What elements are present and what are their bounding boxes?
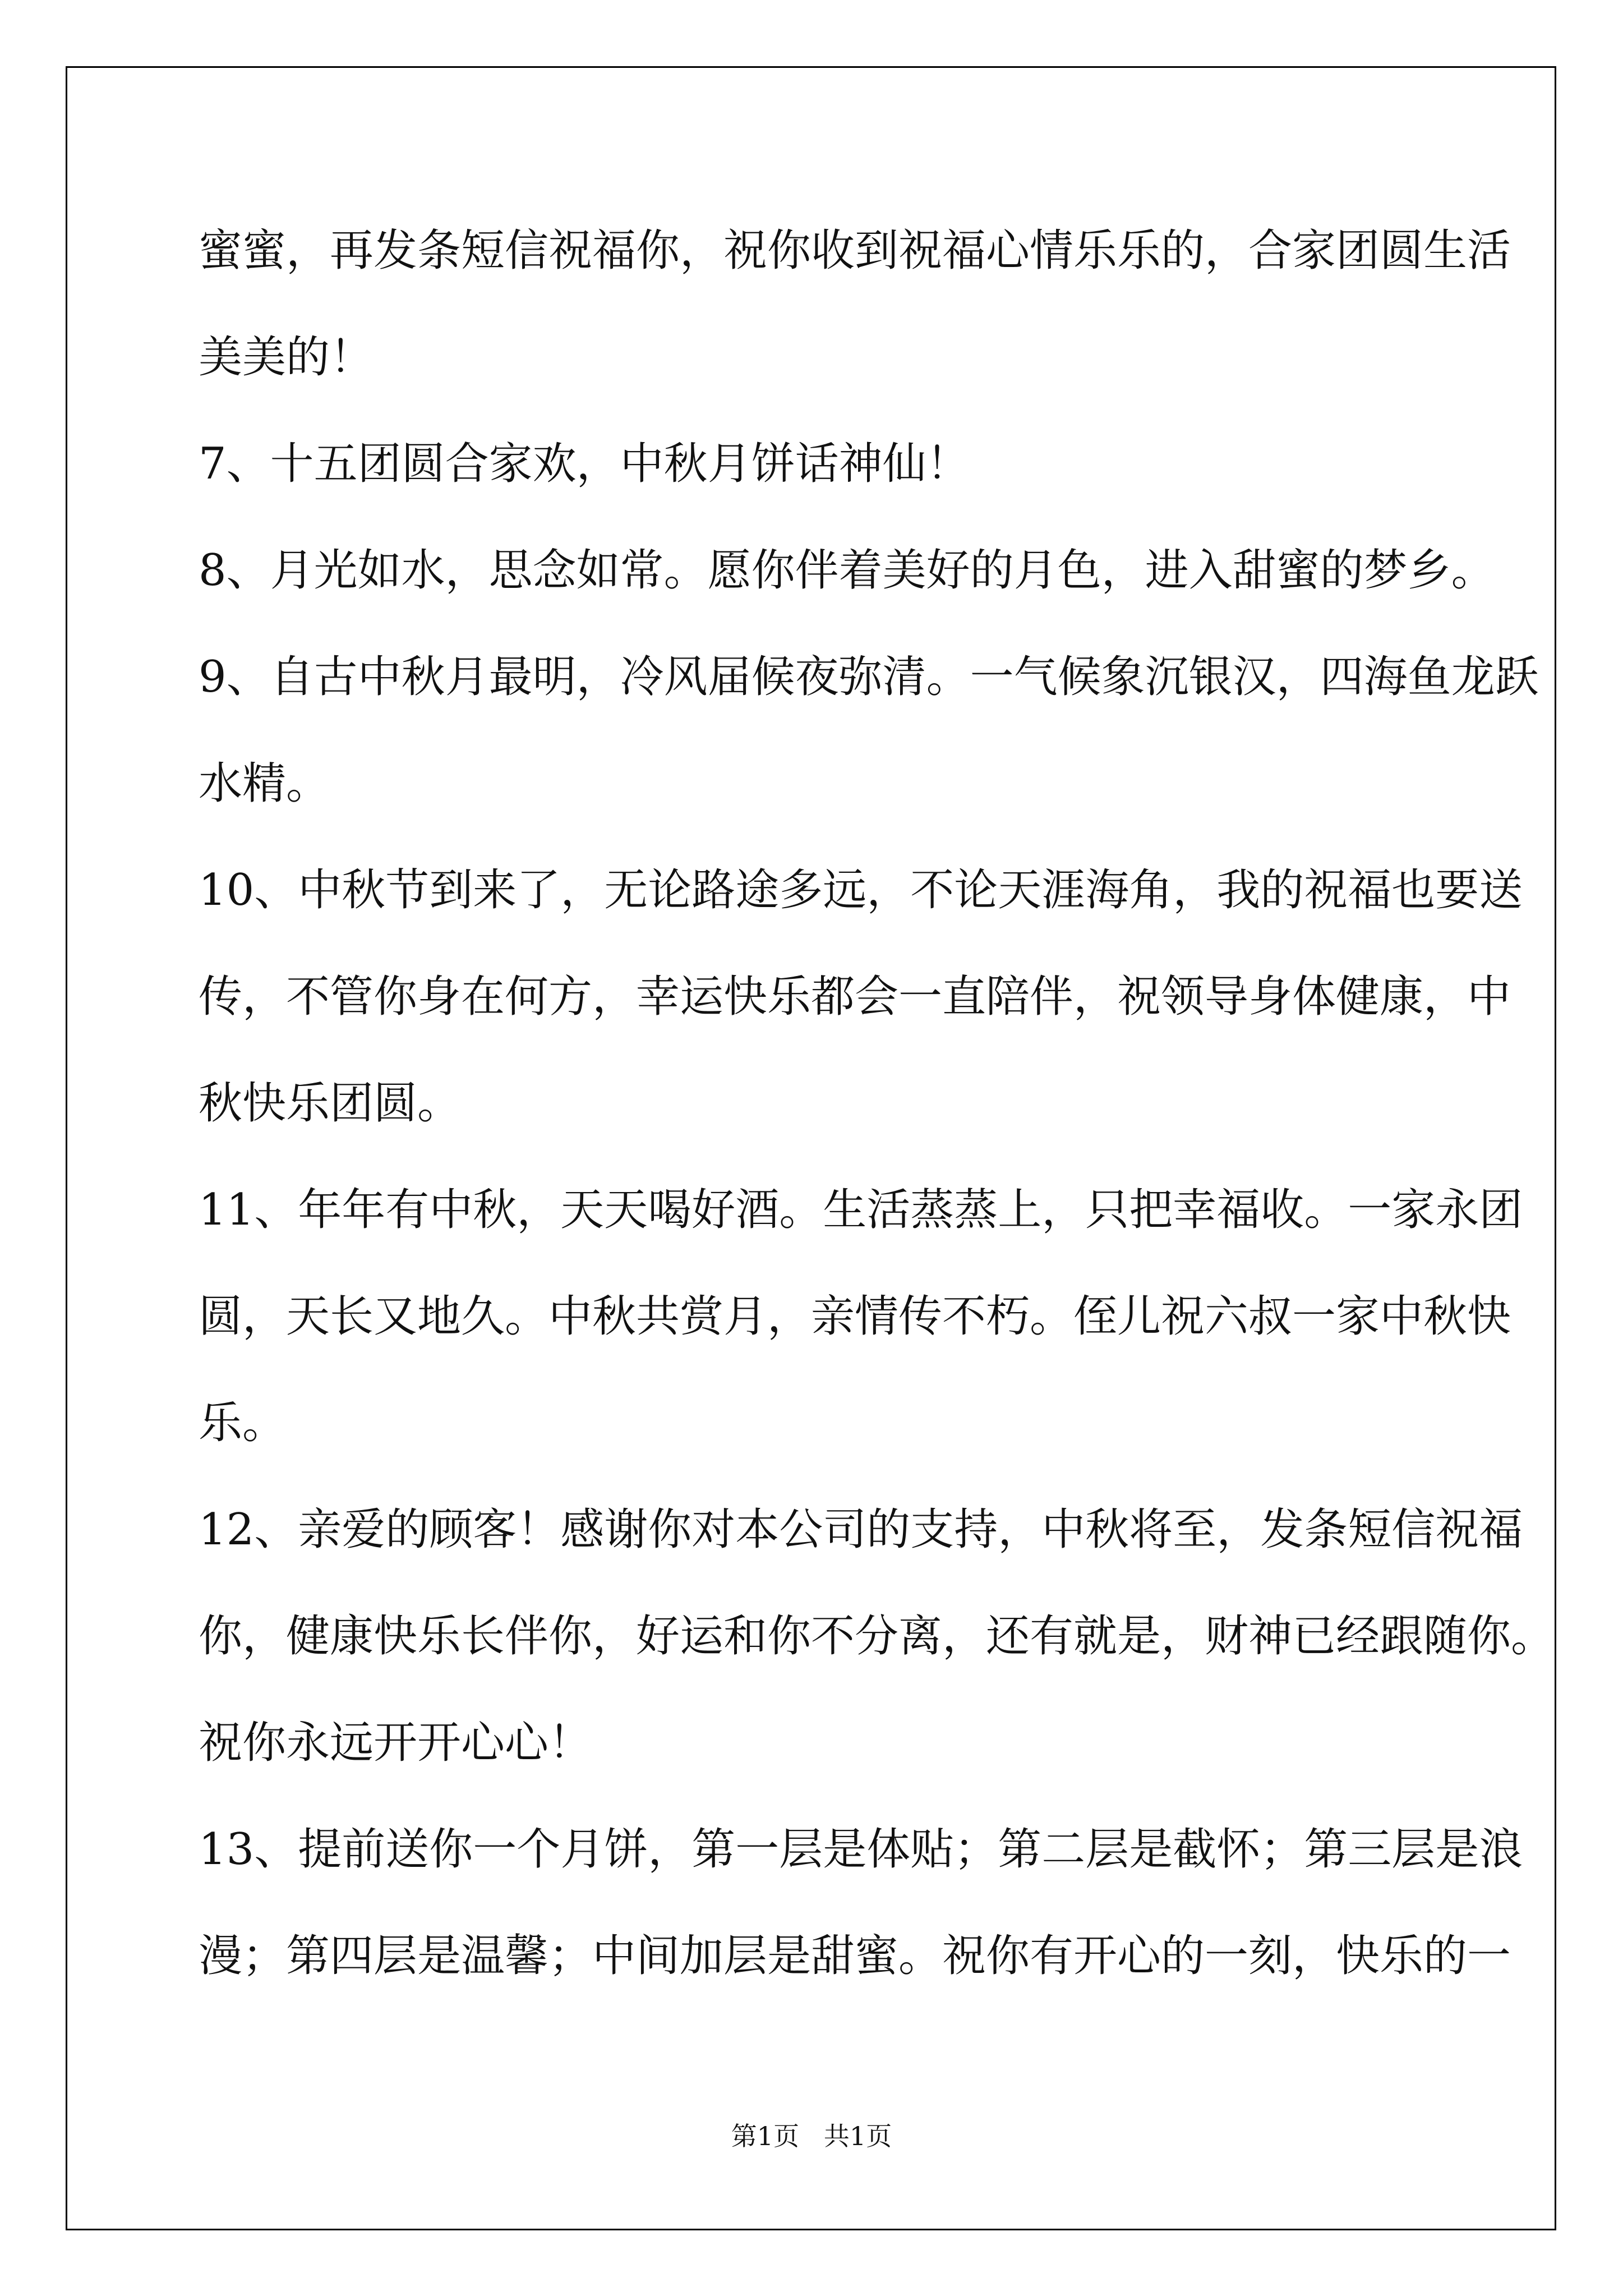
page-border [66,66,1556,2230]
body-text-line: 乐。 [199,1398,287,1448]
body-text-line: 秋快乐团圆。 [199,1078,462,1129]
body-text-line: 13、提前送你一个月饼，第一层是体贴；第二层是截怀；第三层是浪 [199,1824,1523,1875]
body-text-line: 9、自古中秋月最明，冷风届候夜弥清。一气候象沉银汉，四海鱼龙跃 [199,652,1539,702]
body-text-line: 美美的！ [199,332,374,383]
body-text-line: 12、亲爱的顾客！感谢你对本公司的支持，中秋将至，发条短信祝福 [199,1504,1523,1555]
page-footer: 第1页 共1页 [731,2121,892,2151]
body-text-line: 11、年年有中秋，天天喝好酒。生活蒸蒸上，只把幸福收。一家永团 [199,1185,1523,1235]
body-text-line: 7、十五团圆合家欢，中秋月饼话神仙！ [199,439,970,489]
body-text-line: 漫；第四层是温馨；中间加层是甜蜜。祝你有开心的一刻，快乐的一 [199,1931,1511,1981]
body-text-line: 传，不管你身在何方，幸运快乐都会一直陪伴，祝领导身体健康，中 [199,972,1511,1022]
body-text-line: 8、月光如水，思念如常。愿你伴着美好的月色，进入甜蜜的梦乡。 [199,545,1495,596]
body-text-line: 祝你永远开开心心！ [199,1718,593,1768]
body-text-line: 10、中秋节到来了，无论路途多远，不论天涯海角，我的祝福也要送 [199,865,1523,915]
body-text-line: 圆，天长又地久。中秋共赏月，亲情传不朽。侄儿祝六叔一家中秋快 [199,1291,1511,1342]
body-text-line: 蜜蜜，再发条短信祝福你，祝你收到祝福心情乐乐的，合家团圆生活 [199,226,1511,276]
body-text-line: 你，健康快乐长伴你，好运和你不分离，还有就是，财神已经跟随你。 [199,1611,1555,1662]
body-text-line: 水精。 [199,758,330,809]
